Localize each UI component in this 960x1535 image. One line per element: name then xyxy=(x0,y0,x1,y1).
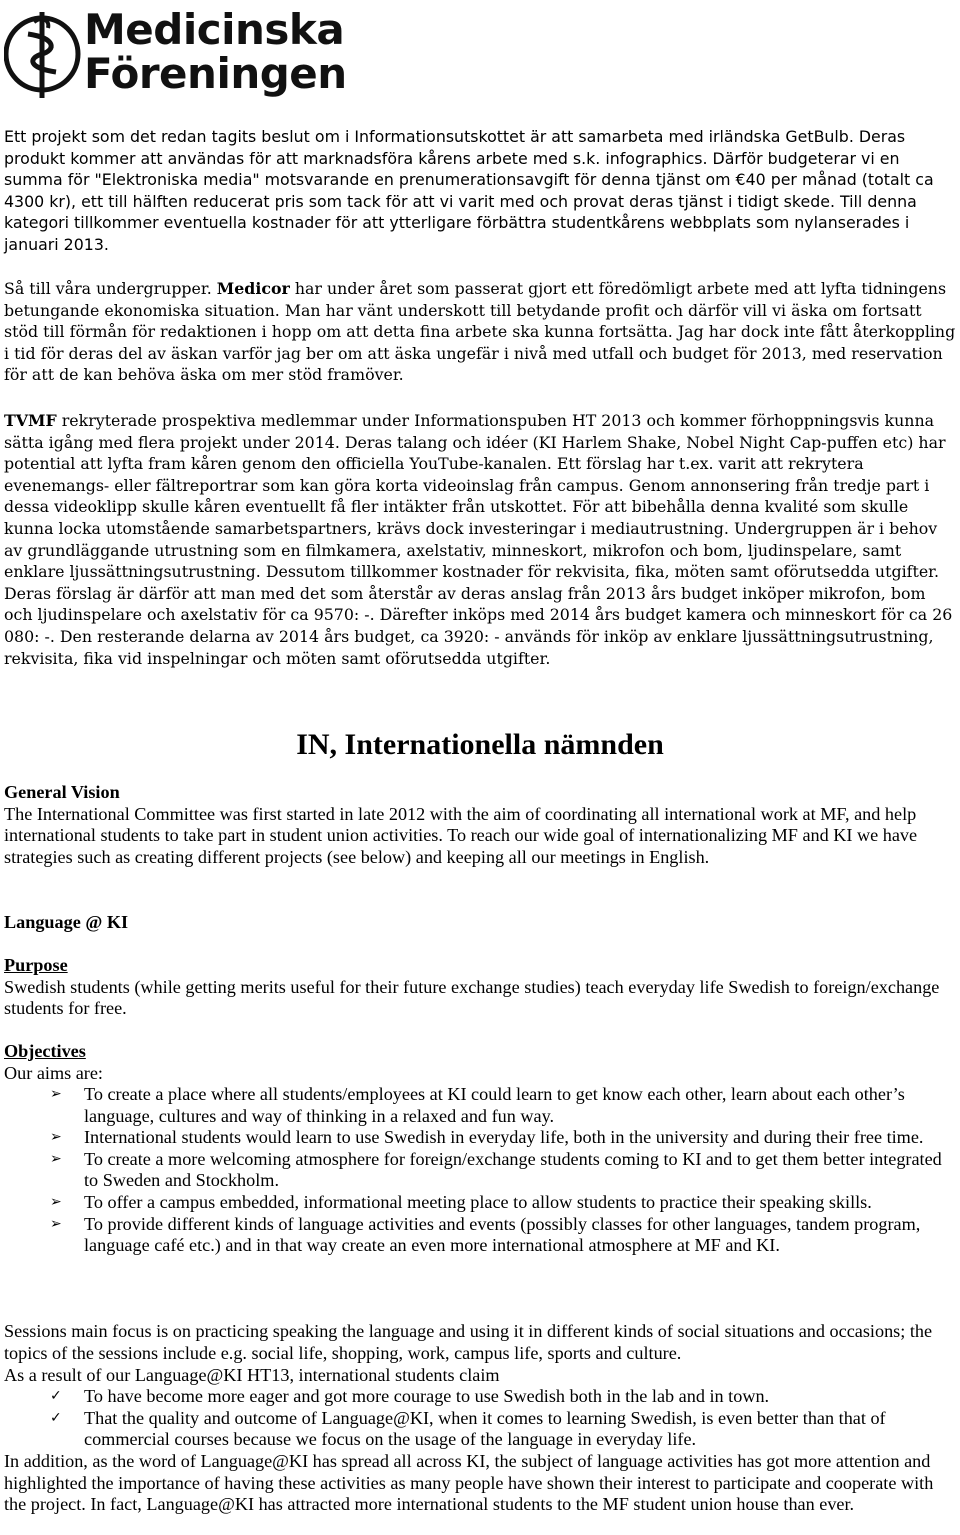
logo-line-1: Medicinska xyxy=(84,5,345,54)
objectives-list xyxy=(4,1084,960,1257)
tvmf-rest: rekryterade prospektiva medlemmar under Informationspuben HT 2013 och kommer förhoppningsvis kunna sätta igång med flera projekt under 2014. Deras talang och idéer (KI Harlem Shake, Nobel Night Cap-puffen etc) har potential att lyfta fram kåren genom den officiella YouTube-kanalen. Ett förslag har t.ex. varit att rekrytera evenemangs- eller fältreportrar som kan göra korta videoinslag från campus. Genom annonsering från tredje part i dessa videoklipp skulle kåren eventuellt få fler intäkter från utskottet. För att bibehålla denna kvalité som skulle kunna locka utomstående samarbetspartners, krävs dock investeringar i mediautrustning. Undergruppen är i behov av grundläggande utrustning som en filmkamera, axelstativ, minneskort, mikrofon och bom, ljudinspelare, samt enklare ljussättningsutrustning. Dessutom tillkommer kostnader för rekvisita, fika, möten samt oförutsedda utgifter. Deras förslag är därför att man med det som återstår av deras anslag från 2013 års budget inköper mikrofon, bom och ljudinspelare och axelstativ för ca 9570: -. Därefter inköps med 2014 års budget kamera och minneskort för ca 26 080: -. Den resterande delarna av 2014 års budget, ca 3920: - används för inköp av enklare ljussättningsutrustning, rekvisita, fika vid inspelningar och möten samt oförutsedda utgifter. xyxy=(4,411,953,668)
list-item-text: To provide different kinds of language activities and events (possibly classes for other languages, tandem program, language café etc.) and in that way create an even more international atmosphere at MF and KI. xyxy=(84,1213,921,1256)
objectives-block xyxy=(4,1041,960,1084)
list-item-text: To create a place where all students/employees at KI could learn to get know each other, learn about each other’s language, cultures and way of thinking in a relaxed and fun way. xyxy=(84,1084,905,1126)
paragraph-tvmf xyxy=(4,410,956,669)
result-list xyxy=(4,1386,960,1451)
purpose-heading: Purpose xyxy=(4,955,68,975)
objectives-intro: Our aims are: xyxy=(4,1062,103,1083)
paragraph-getbulb xyxy=(4,126,956,256)
checkmark-bullet-icon: ✓ xyxy=(50,1409,62,1426)
result-intro: As a result of our Language@KI HT13, international students claim xyxy=(4,1365,500,1385)
language-heading: Language @ KI xyxy=(4,912,129,932)
medicor-bold: Medicor xyxy=(216,279,290,298)
list-item xyxy=(4,1192,960,1214)
arrow-bullet-icon: ➢ xyxy=(50,1129,62,1146)
list-item-text: To create a more welcoming atmosphere for foreign/exchange students coming to KI and to get them better integrated to Sweden and Stockholm. xyxy=(84,1148,942,1191)
list-item-text: That the quality and outcome of Language@KI, when it comes to learning Swedish, is even better than that of commercial courses because we focus on the usage of the language in everyday life. xyxy=(84,1407,886,1450)
closing-text: In addition, as the word of Language@KI has spread all across KI, the subject of language activities has got more attention and highlighted the importance of having these activities as many people have shown their interest to participate and cooperate with the project. In fact, Language@KI has attracted more international students to the MF student union house than ever. xyxy=(4,1451,934,1515)
caduceus-logo-icon xyxy=(4,6,82,102)
sessions-text: Sessions main focus is on practicing speaking the language and using it in different kinds of social situations and occasions; the topics of the sessions include e.g. social life, shopping, work, campus life, sports and culture. xyxy=(4,1321,933,1363)
purpose-block xyxy=(4,955,960,1020)
list-item-text: To have become more eager and got more courage to use Swedish both in the lab and in town. xyxy=(84,1386,770,1406)
purpose-text: Swedish students (while getting merits useful for their future exchange studies) teach everyday life Swedish to foreign/exchange students for free. xyxy=(4,976,940,1019)
medicor-rest: har under året som passerat gjort ett föredömligt arbete med att lyfta tidningens betungande ekonomiska situation. Man har vänt underskott till betydande profit och därför vill vi äska om fortsatt stöd till förmån för redaktionen i hopp om att detta fina arbete ska kunna fortsätta. Jag har dock inte fått återkoppling i tid för deras del av äskan varför jag ber om att äska ungefär i nivå med utfall och budget för 2013, med reservation för att de kan behöva äska om mer stöd framöver. xyxy=(4,279,956,385)
list-item-text: International students would learn to use Swedish in everyday life, both in the university and during their free time. xyxy=(84,1127,924,1148)
list-item-text: To offer a campus embedded, informational meeting place to allow students to practice their speaking skills. xyxy=(84,1191,872,1212)
section-title: IN, Internationella nämnden xyxy=(296,728,664,761)
list-item xyxy=(4,1214,960,1257)
list-item xyxy=(4,1386,960,1408)
general-vision-heading: General Vision xyxy=(4,782,120,802)
logo-line-2: Föreningen xyxy=(84,49,347,98)
tvmf-bold: TVMF xyxy=(4,411,57,430)
arrow-bullet-icon: ➢ xyxy=(50,1193,62,1210)
paragraph-medicor-text xyxy=(4,278,956,386)
general-vision-text: The International Committee was first started in late 2012 with the aim of coordinating all international work at MF, and help international students to take part in student union activities. To reach our wide goal of internationalizing MF and KI we have strategies such as creating different projects (see below) and keeping all our meetings in English. xyxy=(4,803,918,867)
logo-text xyxy=(84,5,347,98)
list-item xyxy=(4,1149,960,1192)
checkmark-bullet-icon: ✓ xyxy=(50,1388,62,1404)
medicinska-foreningen-logo xyxy=(4,4,347,104)
paragraph-medicor xyxy=(4,278,956,386)
list-item xyxy=(4,1127,960,1149)
general-vision-block xyxy=(4,782,960,868)
paragraph-getbulb-text: Ett projekt som det redan tagits beslut om i Informationsutskottet är att samarbeta med irländska GetBulb. Deras produkt kommer att användas för att marknadsföra kårens arbete med s.k. infographics. Därför budgeterar vi en summa för "Elektroniska media" motsvarande en prenumerationsavgift för denna tjänst om €40 per månad (totalt ca 4300 kr), ett till hälften reducerat pris som tack för att vi varit med och provat deras tjänst i tidigt skede. Till denna kategori tillkommer eventuella kostnader för att ytterligare förbättra studentkårens webbplats som nylanserades i januari 2013. xyxy=(4,127,934,254)
paragraph-tvmf-text xyxy=(4,410,956,669)
arrow-bullet-icon: ➢ xyxy=(50,1150,62,1167)
list-item xyxy=(4,1084,960,1127)
objectives-heading: Objectives xyxy=(4,1041,86,1061)
list-item xyxy=(4,1408,960,1451)
medicor-lead: Så till våra undergrupper. xyxy=(4,279,217,298)
arrow-bullet-icon: ➢ xyxy=(50,1215,62,1232)
arrow-bullet-icon: ➢ xyxy=(50,1086,62,1102)
